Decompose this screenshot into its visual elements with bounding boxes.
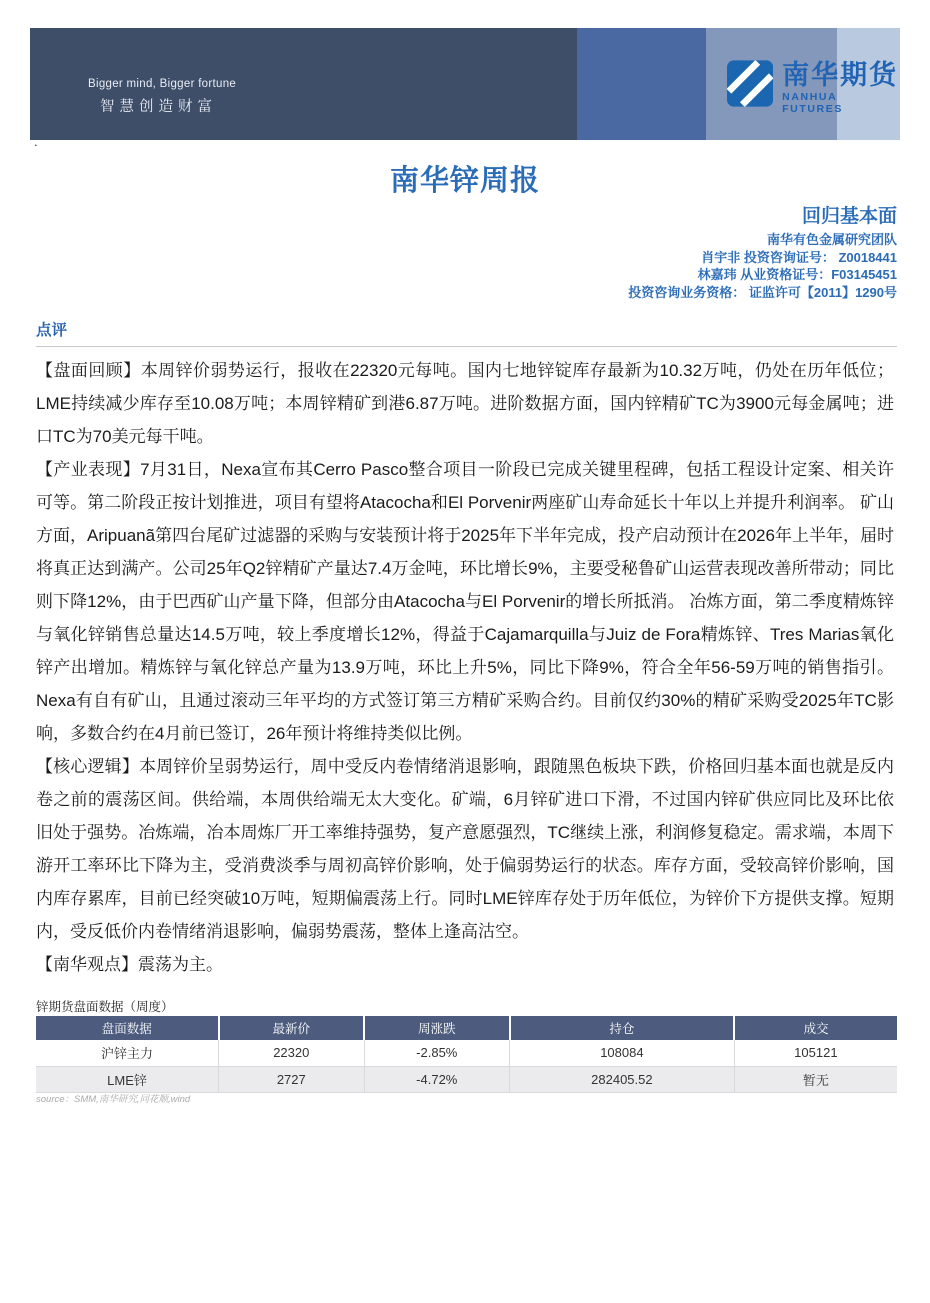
research-team-block — [628, 231, 897, 301]
report-subtitle: 回归基本面 — [801, 206, 897, 227]
paragraph-nanhua-view: 【南华观点】震荡为主。 — [36, 955, 223, 974]
table-row — [36, 1066, 897, 1092]
analyst-line-1: 肖宇非 投资咨询证号： Z0018441 — [701, 249, 897, 265]
banner-band-medium — [577, 28, 706, 140]
futures-table — [36, 1016, 897, 1093]
table-cell: -2.85% — [364, 1040, 510, 1066]
table-cell: LME锌 — [36, 1066, 219, 1092]
company-logo — [727, 60, 900, 115]
table-header-row — [36, 1016, 897, 1040]
banner-slogan — [88, 78, 236, 116]
page-title: 南华锌周报 — [389, 165, 540, 197]
table-col-header: 持仓 — [510, 1016, 735, 1040]
section-divider — [36, 346, 897, 347]
table-cell: 沪锌主力 — [36, 1040, 219, 1066]
slogan-chinese: 智慧创造财富 — [100, 99, 217, 115]
logo-name-english: NANHUA FUTURES — [782, 91, 843, 115]
table-col-header: 成交 — [734, 1016, 897, 1040]
commentary-body — [36, 354, 894, 981]
paragraph-core-logic: 【核心逻辑】本周锌价呈弱势运行，周中受反内卷情绪消退影响，跟随黑色板块下跌，价格回归基本面也就是反内卷之前的震荡区间。供给端，本周供给端无太大变化。矿端，6月锌矿进口下滑，不过国内锌矿供应同比及环比依旧处于强势。冶炼端，冶本周炼厂开工率维持强势，复产意愿强烈，TC继续上涨，利润修复稳定。需求端，本周下游开工率环比下降为主，受消费淡季与周初高锌价影响，处于偏弱势运行的状态。库存方面，受较高锌价影响，国内库存累库，目前已经突破10万吨，短期偏震荡上行。同时LME锌库存处于历年低位，为锌价下方提供支撑。短期内，受反低价内卷情绪消退影响，偏弱势震荡，整体上逢高沽空。 — [36, 757, 894, 941]
header-banner — [30, 28, 900, 140]
analyst-line-2: 林嘉玮 从业资格证号：F03145451 — [697, 267, 897, 282]
nanhua-logo-icon — [727, 60, 773, 107]
section-title-comments: 点评 — [36, 322, 68, 339]
table-source-note: source：SMM,南华研究,同花顺,wind — [36, 1094, 191, 1105]
table-cell: 108084 — [510, 1040, 735, 1066]
table-caption: 锌期货盘面数据（周度） — [36, 1000, 174, 1014]
table-col-header: 周涨跌 — [364, 1016, 510, 1040]
table-row — [36, 1040, 897, 1066]
futures-table-body — [36, 1040, 897, 1092]
paragraph-industry-performance: 【产业表现】7月31日，Nexa宣布其Cerro Pasco整合项目一阶段已完成关键里程碑，包括工程设计定案、相关许可等。第二阶段正按计划推进，项目有望将Atacocha和El Porvenir两座矿山寿命延长十年以上并提升利润率。 矿山方面，Aripuanã第四台尾矿过滤器的采购与安装预计将于2025年下半年完成，投产启动预计在2026年上半年，届时将真正达到满产。公司25年Q2锌精矿产量达7.4万金吨，环比增长9%，主要受秘鲁矿山运营表现改善所带动；同比则下降12%，由于巴西矿山产量下降，但部分由Atacocha与El Porvenir的增长所抵消。 冶炼方面，第二季度精炼锌与氧化锌销售总量达14.5万吨，较上季度增长12%，得益于Cajamarquilla与Juiz de Fora精炼锌、Tres Marias氧化锌产出增加。精炼锌与氧化锌总产量为13.9万吨，环比上升5%，同比下降9%，符合全年56-59万吨的销售指引。 Nexa有自有矿山，且通过滚动三年平均的方式签订第三方精矿采购合约。目前仅约30%的精矿采购受2025年TC影响，多数合约在4月前已签订，26年预计将维持类似比例。 — [36, 460, 894, 743]
qualification-line: 投资咨询业务资格： 证监许可【2011】1290号 — [628, 284, 897, 300]
table-cell: 2727 — [219, 1066, 365, 1092]
table-col-header: 最新价 — [219, 1016, 365, 1040]
logo-name-chinese: 南华期货 — [782, 60, 899, 90]
table-cell: 暂无 — [734, 1066, 897, 1092]
slogan-english: Bigger mind, Bigger fortune — [88, 78, 237, 90]
table-cell: -4.72% — [364, 1066, 510, 1092]
table-col-header: 盘面数据 — [36, 1016, 219, 1040]
paragraph-market-review: 【盘面回顾】本周锌价弱势运行，报收在22320元每吨。国内七地锌锭库存最新为10.32万吨，仍处在历年低位；LME持续减少库存至10.08万吨；本周锌精矿到港6.87万吨。进阶数据方面，国内锌精矿TC为3900元每金属吨；进口TC为70美元每干吨。 — [36, 361, 894, 446]
table-cell: 22320 — [219, 1040, 365, 1066]
table-cell: 282405.52 — [510, 1066, 735, 1092]
logo-text — [782, 60, 900, 115]
table-cell: 105121 — [734, 1040, 897, 1066]
futures-table-head — [36, 1016, 897, 1040]
stray-period-mark: . — [34, 134, 38, 149]
team-name: 南华有色金属研究团队 — [766, 232, 897, 247]
